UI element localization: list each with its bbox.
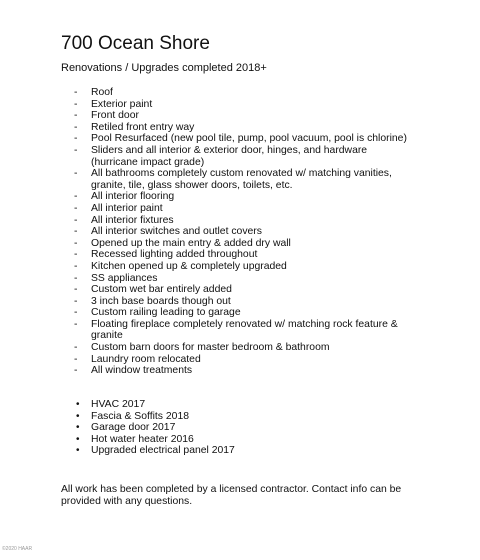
list-item-text: Exterior paint — [91, 98, 153, 110]
list-item-text: Garage door 2017 — [91, 422, 176, 434]
bullet-marker: - — [74, 98, 78, 110]
list-item-text: Front door — [91, 110, 139, 122]
list-item — [74, 133, 414, 145]
list-item — [74, 99, 414, 111]
list-item — [74, 422, 414, 434]
list-item-text: Custom railing leading to garage — [91, 307, 241, 319]
bullet-marker: - — [74, 191, 78, 203]
list-item — [74, 122, 414, 134]
bullet-marker: - — [74, 318, 78, 330]
list-item-text: All interior fixtures — [91, 214, 174, 226]
list-item-text: All bathrooms completely custom renovated w/ matching vanities, granite, tile, glass shower doors, toilets, etc. — [91, 168, 392, 191]
system-upgrade-list — [74, 399, 414, 457]
page-subtitle: Renovations / Upgrades completed 2018+ — [61, 62, 267, 74]
list-item — [74, 342, 414, 354]
bullet-marker: - — [74, 87, 78, 98]
list-item — [74, 354, 414, 366]
contractor-note: All work has been completed by a licensed contractor. Contact info can be provided with any questions. — [61, 484, 402, 507]
list-item — [74, 399, 414, 411]
list-item-text: Recessed lighting added throughout — [91, 249, 258, 261]
list-item — [74, 284, 414, 296]
list-item-text: Pool Resurfaced (new pool tile, pump, pool vacuum, pool is chlorine) — [91, 133, 407, 145]
list-item-text: All interior switches and outlet covers — [91, 226, 262, 238]
bullet-marker: • — [76, 433, 80, 445]
bullet-marker: - — [74, 260, 78, 272]
list-item-text: Custom wet bar entirely added — [91, 284, 232, 296]
list-item — [74, 238, 414, 250]
list-item — [74, 191, 414, 203]
renovation-list — [74, 87, 414, 377]
list-item — [74, 296, 414, 308]
list-item-text: All window treatments — [91, 365, 193, 377]
list-item — [74, 87, 414, 99]
list-item-text: Retiled front entry way — [91, 121, 195, 133]
list-item — [74, 411, 414, 423]
list-item — [74, 226, 414, 238]
bullet-marker: - — [74, 365, 78, 377]
bullet-marker: - — [74, 168, 78, 180]
list-item-text: Custom barn doors for master bedroom & bathroom — [91, 342, 330, 354]
list-item-text: All interior paint — [91, 202, 163, 214]
list-item — [74, 261, 414, 273]
list-item-text: HVAC 2017 — [91, 399, 146, 410]
bullet-marker: - — [74, 110, 78, 122]
list-item-text: Opened up the main entry & added dry wall — [91, 237, 291, 249]
bullet-marker: • — [76, 422, 80, 434]
bullet-marker: - — [74, 214, 78, 226]
bullet-marker: - — [74, 295, 78, 307]
list-item — [74, 319, 414, 342]
list-item — [74, 273, 414, 285]
bullet-marker: - — [74, 121, 78, 133]
list-item-text: SS appliances — [91, 272, 158, 284]
bullet-marker: - — [74, 272, 78, 284]
list-item-text: Sliders and all interior & exterior door, hinges, and hardware (hurricane impact grade) — [91, 144, 368, 168]
list-item-text: Hot water heater 2016 — [91, 433, 194, 445]
list-item — [74, 215, 414, 227]
bullet-marker: - — [74, 284, 78, 296]
list-item-text: Roof — [91, 87, 113, 98]
bullet-marker: - — [74, 144, 78, 156]
list-item-text: All interior flooring — [91, 191, 175, 203]
bullet-marker: - — [74, 202, 78, 214]
list-item-text: Kitchen opened up & completely upgraded — [91, 260, 287, 272]
copyright-watermark: ©2020 HAAR — [2, 546, 33, 552]
list-item — [74, 110, 414, 122]
bullet-marker: • — [76, 399, 80, 410]
list-item — [74, 145, 414, 168]
bullet-marker: - — [74, 307, 78, 319]
list-item — [74, 434, 414, 446]
bullet-marker: - — [74, 342, 78, 354]
list-item-text: Upgraded electrical panel 2017 — [91, 445, 235, 457]
list-item — [74, 307, 414, 319]
list-item-text: 3 inch base boards though out — [91, 295, 231, 307]
list-item — [74, 365, 414, 377]
list-item — [74, 249, 414, 261]
list-item — [74, 445, 414, 457]
list-item-text: Laundry room relocated — [91, 353, 201, 365]
bullet-marker: - — [74, 237, 78, 249]
page-title: 700 Ocean Shore — [61, 33, 210, 54]
list-item — [74, 203, 414, 215]
list-item — [74, 168, 414, 191]
bullet-marker: - — [74, 249, 78, 261]
bullet-marker: - — [74, 353, 78, 365]
bullet-marker: - — [74, 133, 78, 145]
list-item-text: Fascia & Soffits 2018 — [91, 410, 189, 422]
bullet-marker: • — [76, 445, 80, 457]
bullet-marker: • — [76, 410, 80, 422]
list-item-text: Floating fireplace completely renovated w/ matching rock feature & granite — [91, 318, 398, 342]
bullet-marker: - — [74, 226, 78, 238]
